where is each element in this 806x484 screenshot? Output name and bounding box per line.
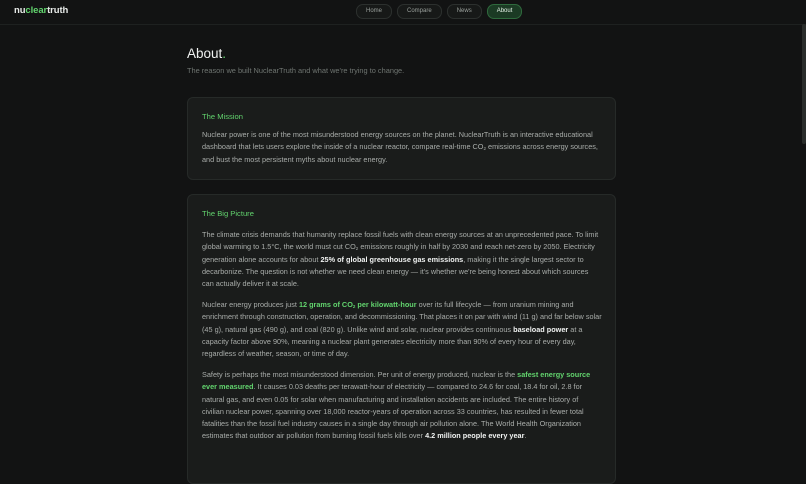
bp2-green: [299, 300, 417, 309]
mission-paragraph: [202, 129, 602, 166]
nav-tab-compare[interactable]: Compare: [397, 4, 442, 19]
bp1-text-a: The climate crisis demands that humanity replace fossil fuels with clean energy sources at an unprecedented pace. To limit global warming to 1.5°C, the world must cut CO: [202, 230, 599, 252]
big-picture-card-title: The Big Picture: [202, 209, 254, 218]
nav-tab-home[interactable]: Home: [356, 4, 392, 19]
bp3-text-b: . It causes 0.03 deaths per terawatt-hour of electricity — compared to 24.6 for coal, 18.4 for oil, 2.8 for natural gas, and even 0.05 for solar when manufacturing and installation accidents are included. The entire history of civilian nuclear power, spanning over 18,000 reactor-years of operation across 33 countries, has resulted in fewer total fatalities than the fossil fuel industry causes in a single day through air pollution alone. The World Health Organization estimates that outdoor air pollution from burning fossil fuels kills over: [202, 382, 584, 441]
bp2-text-c: at a capacity factor above 90%, meaning a nuclear plant generates electricity more than 90% of every hour of every day, regardless of weather, season, or time of day.: [202, 324, 583, 359]
big-picture-paragraph-2: [202, 299, 602, 360]
bp2-co2-sub: 2: [352, 304, 356, 309]
nav-tab-about[interactable]: About: [487, 4, 523, 19]
bp1-co2-sub: 2: [355, 246, 359, 252]
page-subtitle: The reason we built NuclearTruth and what we're trying to change.: [187, 66, 405, 75]
big-picture-card: [187, 194, 616, 484]
bp2-text-a: Nuclear energy produces just: [202, 300, 299, 309]
bp2-green-end: per kilowatt-hour: [355, 300, 417, 309]
bp1-text-c: , making it the single largest sector to decarbonize. The question is not whether we need clean energy — it's whether we're being honest about which sources can actually deliver it at scale.: [202, 254, 589, 289]
big-picture-paragraph-3: [202, 369, 602, 443]
main-nav: [356, 4, 522, 18]
page-scrollbar[interactable]: [802, 24, 806, 144]
logo-suffix: truth: [47, 5, 69, 16]
site-logo[interactable]: [14, 5, 68, 16]
bp3-text-c: .: [524, 431, 527, 441]
bp2-text-b: over its full lifecycle — from uranium mining and enrichment through construction, operation, and decommissioning. That places it on par with wind (11 g) and far below solar (45 g), natural gas (490 g), and coal (820 g). Unlike wind and solar, nuclear provides continuous: [202, 300, 602, 334]
mission-text-a: Nuclear power is one of the most misunderstood energy sources on the planet. NuclearTruth is an interactive educational dashboard that lets users explore the inside of a nuclear reactor, compare real-time CO: [202, 130, 593, 152]
page-title-dot: .: [222, 46, 227, 61]
bp1-bold: 25% of global greenhouse gas emissions: [320, 254, 464, 264]
page-title: [187, 46, 226, 61]
big-picture-paragraph-1: [202, 229, 602, 290]
bp3-green: safest energy source ever measured: [202, 370, 591, 392]
bp2-bold: baseload power: [513, 324, 569, 334]
bp1-text-b: emissions roughly in half by 2030 and reach net-zero by 2050. Electricity generation alone accounts for about: [202, 242, 595, 264]
nav-tab-news[interactable]: News: [447, 4, 482, 19]
mission-card: [187, 97, 616, 180]
bp3-text-a: Safety is perhaps the most misunderstood dimension. Per unit of energy produced, nuclear is the: [202, 370, 518, 379]
logo-accent: clear: [25, 5, 48, 16]
mission-card-title: The Mission: [202, 112, 243, 121]
bp3-bold: 4.2 million people every year: [425, 431, 525, 441]
mission-co2-sub: 2: [483, 146, 486, 152]
top-navigation-bar: [0, 0, 806, 25]
mission-text-b: emissions across energy sources, and bust the most persistent myths about nuclear energy.: [202, 142, 598, 164]
bp2-green-text: 12 grams of CO: [298, 300, 353, 309]
logo-prefix: nu: [14, 5, 26, 16]
page-title-text: About: [187, 46, 223, 61]
